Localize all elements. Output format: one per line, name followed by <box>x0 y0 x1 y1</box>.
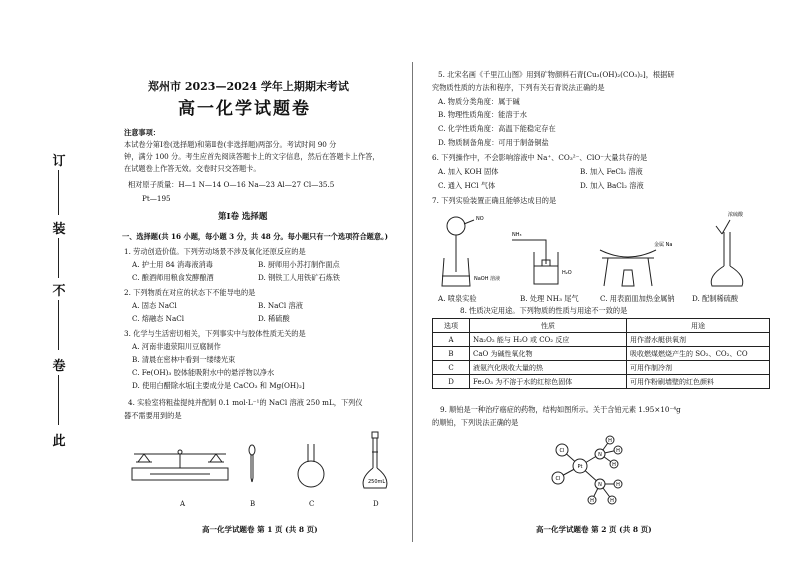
evaporating-dish-icon <box>600 250 656 286</box>
option: B. 加入 FeCl₂ 溶液 <box>580 167 643 176</box>
margin-char: 装 <box>52 222 66 237</box>
question-stem: 9. 顺铂是一种治疗癌症的药物，结构如图所示。关于含铂元素 1.95×10⁻⁴g <box>440 405 681 414</box>
option: B. 厨师用小苏打制作面点 <box>258 260 340 269</box>
option: B. NaCl 溶液 <box>258 301 303 310</box>
page-footer: 高一化学试题卷 第 2 页 (共 8 页) <box>536 525 652 534</box>
experiment-figure <box>428 206 778 294</box>
question-stem: 2. 下列物质在对应的状态下不能导电的是 <box>124 288 256 297</box>
notice-line: 在试题卷上作答无效。交卷时只交答题卡。 <box>124 164 261 173</box>
question-stem: 的顺铂，下列说法正确的是 <box>432 418 519 427</box>
binding-margin <box>52 150 66 450</box>
dropper-icon <box>249 445 255 482</box>
fountain-apparatus-icon <box>442 217 474 286</box>
table-cell: A <box>433 333 470 347</box>
question-stem: 4. 实验室将粗盐提纯并配制 0.1 mol·L⁻¹的 NaCl 溶液 250 mL，下列仪 <box>128 398 363 407</box>
fig-label: NaOH 溶液 <box>474 276 501 282</box>
table-row <box>433 347 770 361</box>
atom-label: N <box>598 452 602 458</box>
page-divider <box>412 62 413 542</box>
notice-heading: 注意事项： <box>124 128 160 137</box>
option: B. 处理 NH₃ 尾气 <box>520 294 579 303</box>
table-cell: C <box>433 361 470 375</box>
margin-char: 订 <box>52 154 66 169</box>
section-title: 第Ⅰ卷 选择题 <box>218 212 268 222</box>
option: B. 清晨在密林中看到一缕缕光束 <box>132 355 236 364</box>
paper-title: 高一化学试题卷 <box>178 99 311 119</box>
fig-label: NO <box>476 216 484 222</box>
option: A. 加入 KOH 固体 <box>438 167 499 176</box>
question-stem: 5. 北宋名画《千里江山图》用到矿物颜料石青[Cu₃(OH)₂(CO₃)₂]，根据研 <box>438 70 675 79</box>
balance-icon <box>132 450 228 480</box>
gas-absorption-icon <box>512 240 558 284</box>
option: A. 物质分类角度：属于碱 <box>438 97 520 106</box>
exam-title: 郑州市 2023—2024 学年上期期末考试 <box>148 80 349 93</box>
atom-label: N <box>598 482 602 488</box>
table-cell: 可用作制冷剂 <box>627 361 770 375</box>
atomic-mass: Pt—195 <box>142 194 171 203</box>
table-header-row <box>433 319 770 333</box>
table-cell: 可用作粉刷墙壁的红色颜料 <box>627 375 770 389</box>
question-stem: 究物质性质的方法和程序，下列有关石青说法正确的是 <box>432 83 605 92</box>
question-stem: 3. 化学与生活密切相关，下列事实中与胶体性质无关的是 <box>124 329 306 338</box>
option: C. Fe(OH)₃ 胶体能吸附水中的悬浮物以净水 <box>132 368 275 377</box>
option: B. 物理性质角度：能溶于水 <box>438 110 527 119</box>
margin-line <box>58 238 59 278</box>
option: D. 钢铁工人用铁矿石炼铁 <box>258 273 340 282</box>
atom-label: H <box>590 498 594 504</box>
atom-label: Cl <box>555 476 561 482</box>
atom-label: H <box>612 462 616 468</box>
atom-label: H <box>610 498 614 504</box>
table-cell: CaO 为碱性氧化物 <box>470 347 627 361</box>
option: A. 河南非遗荥阳川豆腐制作 <box>132 342 221 351</box>
atom-label: Cl <box>559 448 565 454</box>
apparatus-label: D <box>373 500 379 508</box>
option: D. 稀硫酸 <box>258 314 290 323</box>
table-cell: B <box>433 347 470 361</box>
notice-line: 钟，满分 100 分。考生应首先阅读答题卡上的文字信息，然后在答题卡上作答， <box>124 152 380 161</box>
option: D. 使用白醋除水垢[主要成分是 CaCO₃ 和 Mg(OH)₂] <box>132 381 305 390</box>
atom-label: H <box>616 482 620 488</box>
question-stem: 器不需要用到的是 <box>124 411 182 420</box>
apparatus-label: B <box>250 500 256 508</box>
table-cell: D <box>433 375 470 389</box>
fig-label: 浓硫酸 <box>728 212 744 218</box>
table-cell: Na₂O₂ 能与 H₂O 或 CO₂ 反应 <box>470 333 627 347</box>
fig-label: NH₃ <box>512 232 522 238</box>
option: C. 化学性质角度：高温下能稳定存在 <box>438 124 556 133</box>
option: C. 熔融态 NaCl <box>132 314 185 323</box>
table-row <box>433 333 770 347</box>
atom-label: H <box>608 438 612 444</box>
flask-volume-label: 250mL <box>368 479 386 485</box>
margin-char: 卷 <box>52 359 66 374</box>
apparatus-label: A <box>180 500 186 508</box>
option: A. 护士用 84 消毒液消毒 <box>132 260 213 269</box>
property-table <box>432 318 770 389</box>
fig-label: H₂O <box>562 270 572 276</box>
table-header: 用途 <box>627 319 770 333</box>
margin-line <box>58 375 59 425</box>
atomic-mass: 相对原子质量：H—1 N—14 O—16 Na—23 Al—27 Cl—35.5 <box>128 180 335 189</box>
margin-char: 此 <box>52 434 66 449</box>
option: C. 酿酒师用粮食发酵酿酒 <box>132 273 214 282</box>
option: D. 物质制备角度：可用于制备铜盐 <box>438 138 549 147</box>
table-header: 选项 <box>433 319 470 333</box>
apparatus-label: C <box>309 500 315 508</box>
section-intro: 一、选择题(共 16 小题，每小题 3 分，共 48 分。每小题只有一个选项符合题意。) <box>122 232 389 241</box>
question-stem: 7. 下列实验装置正确且能够达成目的是 <box>432 196 557 205</box>
fig-label: 金属 Na <box>654 242 673 248</box>
margin-char: 不 <box>52 284 66 299</box>
table-row <box>433 375 770 389</box>
table-cell: Fe₂O₃ 为不溶于水的红棕色固体 <box>470 375 627 389</box>
margin-line <box>58 300 59 350</box>
cisplatin-structure <box>540 428 640 510</box>
page-footer: 高一化学试题卷 第 1 页 (共 8 页) <box>202 525 318 534</box>
margin-line <box>58 170 59 215</box>
table-cell: 液氨汽化吸收大量的热 <box>470 361 627 375</box>
apparatus-figure <box>120 428 410 500</box>
option: A. 固态 NaCl <box>132 301 177 310</box>
volumetric-flask-icon <box>711 220 743 286</box>
flask-icon <box>298 444 324 487</box>
question-stem: 1. 劳动创造价值。下列劳动场景不涉及氧化还原反应的是 <box>124 247 306 256</box>
question-stem: 8. 性质决定用途。下列物质的性质与用途不一致的是 <box>460 306 628 315</box>
option: D. 配制稀硫酸 <box>692 294 739 303</box>
option: C. 通入 HCl 气体 <box>438 181 496 190</box>
question-stem: 6. 下列操作中，不会影响溶液中 Na⁺、CO₃²⁻、ClO⁻大量共存的是 <box>432 153 648 162</box>
table-header: 性质 <box>470 319 627 333</box>
notice-line: 本试卷分第Ⅰ卷(选择题)和第Ⅱ卷(非选择题)两部分。考试时间 90 分 <box>124 140 337 149</box>
atom-label: Pt <box>577 464 583 470</box>
table-cell: 吸收燃煤燃烧产生的 SO₂、CO₂、CO <box>627 347 770 361</box>
table-cell: 用作潜水艇供氧剂 <box>627 333 770 347</box>
atom-label: H <box>616 448 620 454</box>
option: D. 加入 BaCl₂ 溶液 <box>580 181 644 190</box>
option: A. 喷泉实验 <box>438 294 477 303</box>
option: C. 用表面皿加热金属钠 <box>600 294 675 303</box>
table-row <box>433 361 770 375</box>
atom-circles <box>552 436 622 504</box>
